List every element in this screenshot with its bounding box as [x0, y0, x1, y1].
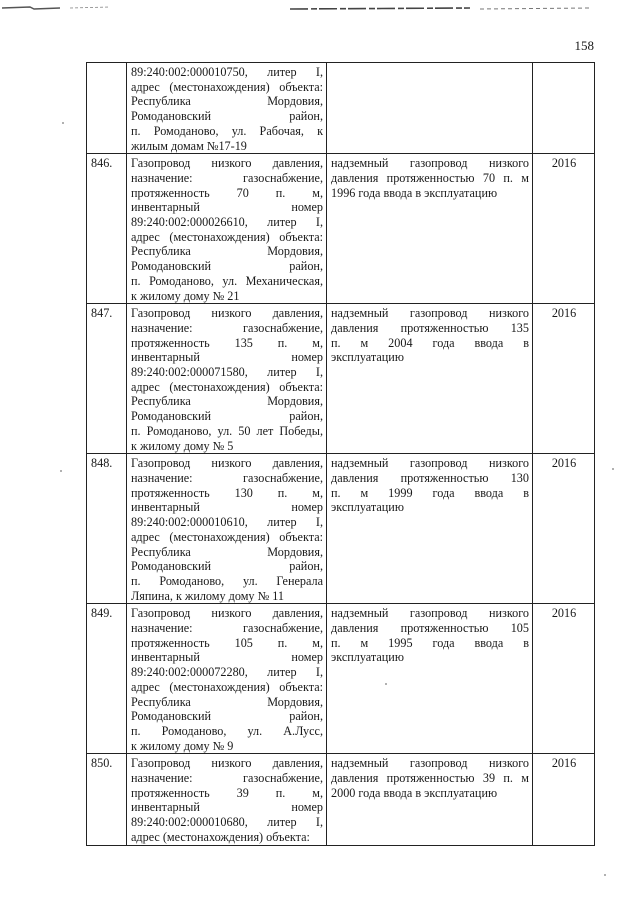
object-text-line: Газопровод низкого давления, [131, 756, 323, 771]
description-text-line: эксплуатацию [331, 500, 404, 515]
object-text-line: Газопровод низкого давления, [131, 456, 323, 471]
description-text-line: давления протяженностью 130 [331, 470, 529, 485]
object-description-cell [127, 454, 327, 604]
object-text-line: Ляпина, к жилому дому № 11 [131, 588, 284, 603]
year-cell [533, 63, 595, 154]
table-row [87, 604, 595, 754]
object-text-line: 89:240:002:000071580, литер I, [131, 365, 323, 380]
object-text-line: Газопровод низкого давления, [131, 156, 323, 171]
technical-description-cell [327, 63, 533, 154]
property-registry-table [86, 62, 595, 846]
year-cell: 2016 [533, 154, 595, 304]
object-text-line: инвентарный номер [131, 350, 323, 365]
technical-description-cell [327, 154, 533, 304]
object-description-cell [127, 63, 327, 154]
object-text-line: назначение: газоснабжение, [131, 320, 323, 335]
row-number: 847. [87, 304, 127, 454]
description-text-line: эксплуатацию [331, 350, 404, 365]
object-description-cell [127, 304, 327, 454]
object-text-line: протяженность 135 п. м, [131, 335, 323, 350]
object-text-line: 89:240:002:000010680, литер I, [131, 815, 323, 830]
description-text-line: надземный газопровод низкого [331, 306, 529, 321]
object-text-line: адрес (местонахождения) объекта: [131, 379, 323, 394]
object-text-line: инвентарный номер [131, 500, 323, 515]
object-text-line: 89:240:002:000026610, литер I, [131, 215, 323, 230]
object-text-line: жилым домам №17-19 [131, 138, 247, 153]
row-number [87, 63, 127, 154]
description-text-line: п. м 2004 года ввода в [331, 335, 529, 350]
object-text-line: Ромодановский район, [131, 259, 323, 274]
object-text-line: п. Ромоданово, ул. А.Лусс, [131, 723, 323, 738]
registry-table-body [87, 63, 595, 846]
technical-description-cell [327, 304, 533, 454]
row-number: 846. [87, 154, 127, 304]
object-text-line: назначение: газоснабжение, [131, 470, 323, 485]
object-text-line: назначение: газоснабжение, [131, 771, 323, 786]
scan-speck [62, 122, 64, 124]
description-text-line: п. м 1999 года ввода в [331, 485, 529, 500]
object-text-line: протяженность 39 п. м, [131, 785, 323, 800]
description-text-line: давления протяженностью 135 [331, 320, 529, 335]
object-text-line: инвентарный номер [131, 200, 323, 215]
object-text-line: Республика Мордовия, [131, 544, 323, 559]
description-text-line: 2000 года ввода в эксплуатацию [331, 785, 498, 800]
table-row [87, 63, 595, 154]
object-text-line: к жилому дому № 5 [131, 438, 234, 453]
table-row [87, 304, 595, 454]
object-text-line: Республика Мордовия, [131, 244, 323, 259]
object-text-line: Ромодановский район, [131, 109, 323, 124]
object-text-line: Ромодановский район, [131, 409, 323, 424]
description-text-line: п. м 1995 года ввода в [331, 635, 529, 650]
object-text-line: п. Ромоданово, ул. Механическая, [131, 273, 323, 288]
table-row [87, 754, 595, 845]
object-text-line: адрес (местонахождения) объекта: [131, 829, 310, 844]
year-cell: 2016 [533, 604, 595, 754]
object-text-line: Ромодановский район, [131, 709, 323, 724]
object-text-line: адрес (местонахождения) объекта: [131, 229, 323, 244]
description-text-line: надземный газопровод низкого [331, 606, 529, 621]
technical-description-cell [327, 454, 533, 604]
object-text-line: назначение: газоснабжение, [131, 621, 323, 636]
scan-speck [385, 683, 387, 685]
table-row [87, 154, 595, 304]
description-text-line: давления протяженностью 39 п. м [331, 771, 529, 786]
object-text-line: адрес (местонахождения) объекта: [131, 79, 323, 94]
technical-description-cell [327, 754, 533, 845]
year-cell: 2016 [533, 454, 595, 604]
row-number: 850. [87, 754, 127, 845]
object-text-line: Газопровод низкого давления, [131, 606, 323, 621]
object-text-line: инвентарный номер [131, 650, 323, 665]
object-text-line: Ромодановский район, [131, 559, 323, 574]
object-text-line: п. Ромоданово, ул. 50 лет Победы, [131, 423, 323, 438]
page-number: 158 [574, 38, 594, 53]
technical-description-cell [327, 604, 533, 754]
object-text-line: 89:240:002:000010610, литер I, [131, 515, 323, 530]
description-text-line: давления протяженностью 70 п. м [331, 170, 529, 185]
object-description-cell [127, 754, 327, 845]
object-text-line: протяженность 130 п. м, [131, 485, 323, 500]
object-text-line: к жилому дому № 21 [131, 288, 240, 303]
object-text-line: Республика Мордовия, [131, 394, 323, 409]
year-cell: 2016 [533, 304, 595, 454]
object-description-cell [127, 154, 327, 304]
description-text-line: надземный газопровод низкого [331, 156, 529, 171]
object-text-line: Газопровод низкого давления, [131, 306, 323, 321]
object-text-line: Республика Мордовия, [131, 694, 323, 709]
row-number: 848. [87, 454, 127, 604]
description-text-line: давления протяженностью 105 [331, 621, 529, 636]
object-text-line: инвентарный номер [131, 800, 323, 815]
description-text-line: надземный газопровод низкого [331, 756, 529, 771]
object-text-line: п. Ромоданово, ул. Генерала [131, 573, 323, 588]
object-text-line: 89:240:002:000072280, литер I, [131, 665, 323, 680]
object-text-line: 89:240:002:000010750, литер I, [131, 65, 323, 79]
object-text-line: к жилому дому № 9 [131, 738, 234, 753]
object-description-cell [127, 604, 327, 754]
scan-speck [60, 470, 62, 472]
row-number: 849. [87, 604, 127, 754]
scan-speck [612, 468, 614, 470]
table-row [87, 454, 595, 604]
object-text-line: протяженность 105 п. м, [131, 635, 323, 650]
object-text-line: назначение: газоснабжение, [131, 170, 323, 185]
description-text-line: надземный газопровод низкого [331, 456, 529, 471]
object-text-line: адрес (местонахождения) объекта: [131, 679, 323, 694]
description-text-line: 1996 года ввода в эксплуатацию [331, 185, 498, 200]
object-text-line: протяженность 70 п. м, [131, 185, 323, 200]
description-text-line: эксплуатацию [331, 650, 404, 665]
scan-speck [604, 874, 606, 876]
object-text-line: Республика Мордовия, [131, 94, 323, 109]
object-text-line: адрес (местонахождения) объекта: [131, 529, 323, 544]
year-cell: 2016 [533, 754, 595, 845]
object-text-line: п. Ромоданово, ул. Рабочая, к [131, 123, 323, 138]
scan-artifact-top-edge [0, 4, 640, 12]
